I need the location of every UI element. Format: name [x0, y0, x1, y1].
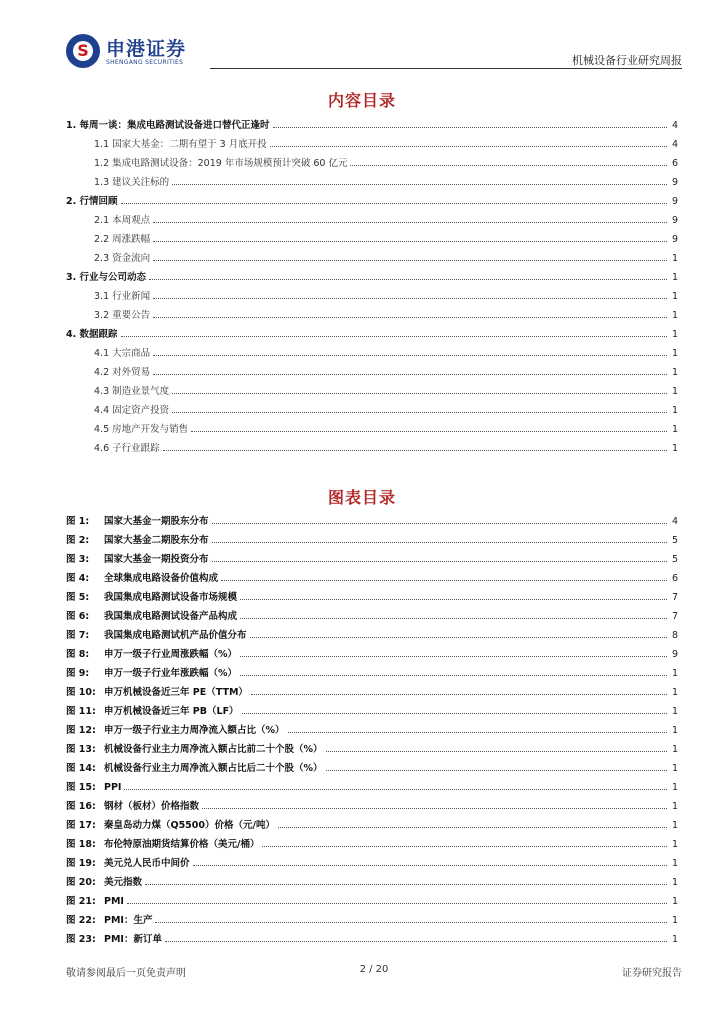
figure-page: 5 — [671, 535, 678, 546]
dot-leader — [193, 865, 667, 866]
figure-caption: PPI — [104, 782, 122, 793]
dot-leader — [153, 241, 667, 242]
figure-number: 图 4: — [66, 573, 90, 584]
figure-entry[interactable] — [66, 812, 678, 831]
dot-leader — [202, 808, 667, 809]
figure-entry[interactable] — [66, 603, 678, 622]
toc-entry-text: 4. 数据跟踪 — [66, 329, 118, 340]
figure-number: 图 18: — [66, 839, 96, 850]
figure-number: 图 19: — [66, 858, 96, 869]
figure-entry[interactable] — [66, 698, 678, 717]
figure-page: 1 — [671, 858, 678, 869]
figure-caption: 美元指数 — [104, 877, 143, 888]
figure-number: 图 8: — [66, 649, 90, 660]
figure-page: 1 — [671, 896, 678, 907]
figure-entry[interactable] — [66, 774, 678, 793]
figure-caption: 国家大基金二期股东分布 — [104, 535, 209, 546]
figure-page: 4 — [671, 516, 678, 527]
figure-entry[interactable] — [66, 869, 678, 888]
logo-emblem-icon: S — [66, 34, 100, 68]
dot-leader — [121, 336, 667, 337]
dot-leader — [153, 317, 667, 318]
dot-leader — [153, 374, 667, 375]
dot-leader — [212, 542, 667, 543]
toc-entry[interactable] — [66, 321, 678, 340]
toc-entry[interactable] — [66, 207, 678, 226]
toc-entry[interactable] — [66, 226, 678, 245]
figure-number: 图 16: — [66, 801, 96, 812]
page-header — [66, 32, 682, 72]
toc-entry-page: 4 — [671, 139, 678, 150]
figure-page: 1 — [671, 744, 678, 755]
toc-entry[interactable] — [66, 416, 678, 435]
toc-entry-page: 1 — [671, 253, 678, 264]
dot-leader — [288, 732, 667, 733]
report-title: 机械设备行业研究周报 — [572, 54, 682, 67]
footer-disclaimer: 敬请参阅最后一页免责声明 — [66, 968, 186, 979]
figure-entry[interactable] — [66, 622, 678, 641]
dot-leader — [212, 523, 667, 524]
figure-number: 图 23: — [66, 934, 96, 945]
figure-caption: 申万机械设备近三年 PE（TTM） — [104, 687, 248, 698]
figure-entry[interactable] — [66, 736, 678, 755]
toc-entry-text: 4.3 制造业景气度 — [94, 386, 170, 397]
dot-leader — [350, 165, 667, 166]
figure-caption: 我国集成电路测试设备市场规模 — [104, 592, 238, 603]
figure-page: 1 — [671, 801, 678, 812]
figure-page: 1 — [671, 706, 678, 717]
figure-entry[interactable] — [66, 584, 678, 603]
company-logo — [66, 32, 206, 72]
toc-entry[interactable] — [66, 359, 678, 378]
figure-page: 1 — [671, 763, 678, 774]
figure-number: 图 15: — [66, 782, 96, 793]
figure-page: 8 — [671, 630, 678, 641]
toc-entry-text: 4.1 大宗商品 — [94, 348, 151, 359]
toc-entry[interactable] — [66, 131, 678, 150]
figure-caption: 申万一级子行业周涨跌幅（%） — [104, 649, 238, 660]
toc-entry[interactable] — [66, 302, 678, 321]
toc-entry-text: 4.5 房地产开发与销售 — [94, 424, 189, 435]
figure-number: 图 2: — [66, 535, 90, 546]
dot-leader — [250, 637, 667, 638]
toc-entry-page: 1 — [671, 424, 678, 435]
toc-entry-page: 1 — [671, 367, 678, 378]
toc-entry[interactable] — [66, 397, 678, 416]
dot-leader — [326, 751, 667, 752]
toc-entry[interactable] — [66, 378, 678, 397]
toc-entry-text: 3.1 行业新闻 — [94, 291, 151, 302]
dot-leader — [124, 789, 667, 790]
toc-entry-page: 1 — [671, 348, 678, 359]
dot-leader — [153, 222, 667, 223]
dot-leader — [242, 713, 667, 714]
dot-leader — [278, 827, 667, 828]
dot-leader — [149, 279, 667, 280]
figure-number: 图 3: — [66, 554, 90, 565]
figure-caption: 申万一级子行业主力周净流入额占比（%） — [104, 725, 285, 736]
figure-entry[interactable] — [66, 546, 678, 565]
page-number: 2 / 20 — [359, 964, 389, 975]
figure-page: 1 — [671, 820, 678, 831]
figure-entry[interactable] — [66, 508, 678, 527]
toc-entry-page: 9 — [671, 215, 678, 226]
dot-leader — [273, 127, 667, 128]
figure-caption: 全球集成电路设备价值构成 — [104, 573, 219, 584]
toc-entry-text: 1.2 集成电路测试设备：2019 年市场规模预计突破 60 亿元 — [94, 158, 348, 169]
dot-leader — [172, 393, 667, 394]
figure-number: 图 22: — [66, 915, 96, 926]
toc-entry[interactable] — [66, 188, 678, 207]
toc-list — [66, 112, 678, 454]
toc-entry[interactable] — [66, 435, 678, 454]
toc-entry-text: 1.1 国家大基金：二期有望于 3 月底开投 — [94, 139, 267, 150]
figures-list — [66, 508, 678, 945]
toc-entry[interactable] — [66, 283, 678, 302]
toc-entry-text: 2.1 本周观点 — [94, 215, 151, 226]
figure-page: 9 — [671, 649, 678, 660]
figure-entry[interactable] — [66, 907, 678, 926]
toc-entry[interactable] — [66, 150, 678, 169]
figure-caption: 我国集成电路测试机产品价值分布 — [104, 630, 247, 641]
figure-number: 图 7: — [66, 630, 90, 641]
figure-caption: 钢材（板材）价格指数 — [104, 801, 200, 812]
company-name-en: SHENGANG SECURITIES — [106, 59, 184, 66]
dot-leader — [172, 184, 667, 185]
toc-entry[interactable] — [66, 264, 678, 283]
figure-number: 图 5: — [66, 592, 90, 603]
figure-number: 图 6: — [66, 611, 90, 622]
figure-page: 1 — [671, 839, 678, 850]
dot-leader — [127, 903, 667, 904]
figure-caption: 美元兑人民币中间价 — [104, 858, 190, 869]
toc-entry-page: 1 — [671, 291, 678, 302]
figure-number: 图 11: — [66, 706, 96, 717]
company-name-cn: 申港证券 — [106, 38, 187, 60]
figure-entry[interactable] — [66, 850, 678, 869]
figure-page: 7 — [671, 592, 678, 603]
toc-entry-page: 9 — [671, 177, 678, 188]
figure-number: 图 20: — [66, 877, 96, 888]
figure-number: 图 13: — [66, 744, 96, 755]
figure-caption: 申万机械设备近三年 PB（LF） — [104, 706, 239, 717]
figure-page: 7 — [671, 611, 678, 622]
figure-number: 图 1: — [66, 516, 90, 527]
dot-leader — [240, 675, 667, 676]
figure-entry[interactable] — [66, 660, 678, 679]
figure-entry[interactable] — [66, 888, 678, 907]
header-divider — [210, 68, 682, 69]
toc-entry-page: 1 — [671, 386, 678, 397]
toc-entry-page: 1 — [671, 310, 678, 321]
figure-entry[interactable] — [66, 755, 678, 774]
toc-entry-page: 6 — [671, 158, 678, 169]
figure-caption: 国家大基金一期股东分布 — [104, 516, 209, 527]
figure-number: 图 9: — [66, 668, 90, 679]
figure-page: 1 — [671, 782, 678, 793]
figure-number: 图 21: — [66, 896, 96, 907]
figure-caption: 机械设备行业主力周净流入额占比前二十个股（%） — [104, 744, 323, 755]
dot-leader — [155, 922, 667, 923]
dot-leader — [153, 355, 667, 356]
toc-entry-page: 1 — [671, 272, 678, 283]
figure-caption: 机械设备行业主力周净流入额占比后二十个股（%） — [104, 763, 323, 774]
figure-number: 图 14: — [66, 763, 96, 774]
figure-page: 1 — [671, 877, 678, 888]
figure-page: 1 — [671, 934, 678, 945]
dot-leader — [326, 770, 667, 771]
toc-entry-page: 1 — [671, 405, 678, 416]
toc-entry-page: 1 — [671, 329, 678, 340]
toc-entry-page: 9 — [671, 234, 678, 245]
dot-leader — [262, 846, 667, 847]
figure-caption: 布伦特原油期货结算价格（美元/桶） — [104, 839, 260, 850]
figure-page: 1 — [671, 915, 678, 926]
figure-entry[interactable] — [66, 527, 678, 546]
toc-entry[interactable] — [66, 169, 678, 188]
figure-caption: PMI：生产 — [104, 915, 153, 926]
dot-leader — [121, 203, 667, 204]
dot-leader — [153, 298, 667, 299]
dot-leader — [145, 884, 667, 885]
toc-entry-page: 1 — [671, 443, 678, 454]
dot-leader — [240, 599, 667, 600]
toc-entry-text: 1.3 建议关注标的 — [94, 177, 170, 188]
figure-page: 1 — [671, 687, 678, 698]
toc-entry-text: 4.4 固定资产投资 — [94, 405, 170, 416]
figure-entry[interactable] — [66, 641, 678, 660]
footer-doc-type: 证券研究报告 — [622, 968, 682, 979]
figure-entry[interactable] — [66, 926, 678, 945]
figure-entry[interactable] — [66, 717, 678, 736]
toc-entry-text: 2. 行情回顾 — [66, 196, 118, 207]
toc-entry[interactable] — [66, 245, 678, 264]
figure-caption: 我国集成电路测试设备产品构成 — [104, 611, 238, 622]
figure-page: 5 — [671, 554, 678, 565]
toc-title: 内容目录 — [327, 91, 396, 110]
figure-page: 1 — [671, 725, 678, 736]
figure-entry[interactable] — [66, 679, 678, 698]
toc-entry-page: 4 — [671, 120, 678, 131]
figures-title: 图表目录 — [327, 488, 396, 507]
dot-leader — [240, 656, 667, 657]
dot-leader — [163, 450, 667, 451]
toc-entry-text: 1. 每周一谈：集成电路测试设备进口替代正逢时 — [66, 120, 270, 131]
figure-caption: PMI — [104, 896, 124, 907]
dot-leader — [240, 618, 667, 619]
figure-entry[interactable] — [66, 793, 678, 812]
dot-leader — [212, 561, 667, 562]
toc-entry-text: 2.3 资金流向 — [94, 253, 151, 264]
toc-entry-text: 3. 行业与公司动态 — [66, 272, 147, 283]
figure-caption: 国家大基金一期投资分布 — [104, 554, 209, 565]
dot-leader — [153, 260, 667, 261]
dot-leader — [165, 941, 667, 942]
toc-entry-text: 4.6 子行业跟踪 — [94, 443, 160, 454]
dot-leader — [191, 431, 667, 432]
figure-entry[interactable] — [66, 831, 678, 850]
toc-entry-text: 2.2 周涨跌幅 — [94, 234, 151, 245]
figure-caption: 秦皇岛动力煤（Q5500）价格（元/吨） — [104, 820, 275, 831]
dot-leader — [251, 694, 667, 695]
toc-entry-text: 4.2 对外贸易 — [94, 367, 151, 378]
toc-entry-page: 9 — [671, 196, 678, 207]
figure-number: 图 17: — [66, 820, 96, 831]
figure-page: 1 — [671, 668, 678, 679]
figure-caption: PMI：新订单 — [104, 934, 162, 945]
figure-page: 6 — [671, 573, 678, 584]
dot-leader — [172, 412, 667, 413]
toc-entry[interactable] — [66, 112, 678, 131]
figure-entry[interactable] — [66, 565, 678, 584]
figure-caption: 申万一级子行业年涨跌幅（%） — [104, 668, 238, 679]
figure-number: 图 10: — [66, 687, 96, 698]
figure-number: 图 12: — [66, 725, 96, 736]
dot-leader — [270, 146, 667, 147]
dot-leader — [221, 580, 667, 581]
toc-entry[interactable] — [66, 340, 678, 359]
toc-entry-text: 3.2 重要公告 — [94, 310, 151, 321]
